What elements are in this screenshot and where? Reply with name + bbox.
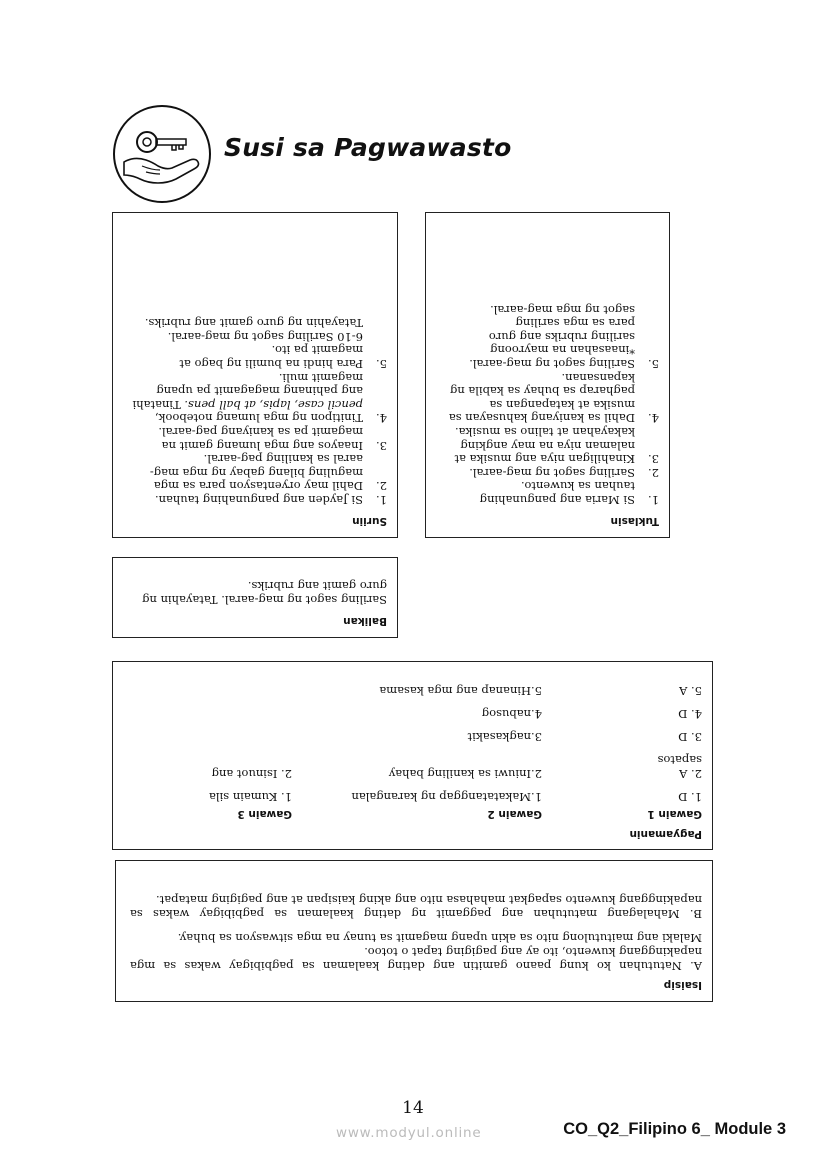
table-header-row [125, 804, 702, 820]
table-row: sapatos [657, 753, 702, 767]
tuklasin-item: 3. Kinahiligan niya ang musika at nalaman niya na may angking kakayahan at talino sa musika. [454, 425, 659, 467]
isaisip-box [115, 860, 713, 1002]
tuklasin-note: *inaasahan na mayroong sariling rubriks ang guro para sa mga sariling sagot ng mga mag-aaral. [488, 302, 635, 358]
isaisip-a2: Malaki ang maitutulong nito sa akin upang magamit sa tunay na mga sitwasyon sa buhay. [177, 931, 702, 945]
module-label: CO_Q2_Filipino 6_ Module 3 [563, 1120, 786, 1138]
balikan-text: Sariling sagot ng mag-aaral. Tatayahin ng guro gamit ang rubriks. [142, 579, 387, 607]
suriin-heading: Suriin [352, 515, 387, 527]
column-header: Gawain 2 [487, 808, 542, 820]
suriin-extra: Tatayahin ng guro gamit ang rubriks. [144, 316, 363, 331]
key-in-hand-icon [112, 104, 212, 204]
suriin-extra: 6-10 Sariling sagot ng mag-aaral. [167, 329, 363, 344]
tuklasin-item: 1. Si Maria ang pangunahing tauhan sa kuwento. [479, 479, 659, 507]
suriin-item: 2. Dahil may oryentasyon para sa mga maguling bilang gabay ng mga mag-aaral sa kaniling pag-aaral. [149, 452, 387, 494]
isaisip-heading: Isaisip [663, 979, 702, 991]
table-row: 1. D 1.Makatatanggap ng karangalan 1. Kumain sila [209, 790, 702, 804]
page-number: 14 [402, 1098, 424, 1118]
suriin-item: 3. Inaayos ang mga lumang gamit na magamit pa sa kaniyang pag-aaral. [158, 425, 387, 453]
pagyamanin-heading: Pagyamanin [629, 828, 702, 840]
suriin-item: 1. Si Jayden ang pangunahing tauhan. [154, 493, 387, 507]
tuklasin-item: 5. Sariling sagot ng mag-aaral. [469, 357, 659, 372]
tuklasin-box [425, 212, 670, 538]
table-row: 5. A 5.Hinanap ang mga kasama [379, 684, 702, 698]
isaisip-b: B. Mahalagang matutuhan ang paggamit ng dating kaalaman sa pagbibigay wakas sa napakinggang kuwento sapagkat mahahasa nito ang aking kaisipan at ang pagiging matapat. [130, 893, 702, 921]
column-header: Gawain 3 [237, 808, 292, 820]
table-row: 2. A 2.Iniuwi sa kaniling bahay 2. Isinuot ang [211, 767, 702, 781]
tuklasin-heading: Tuklasin [610, 515, 659, 527]
pagyamanin-table [125, 675, 702, 820]
column-header: Gawain 1 [647, 808, 702, 820]
suriin-item: 4. Tinitipon ng mga lumang notebook, pencil case, lapis, at ball pens. Tinatahi ang pahinang magagamit pa upang magamit muli. [132, 370, 387, 426]
tuklasin-item: 2. Sariling sagot ng mag-aaral. [469, 465, 659, 480]
tuklasin-item: 4. Dahil sa kaniyang kahusayan sa musika at katapangan sa pagharap sa buhay sa kabila ng kapansanan. [448, 370, 659, 426]
page-title: Susi sa Pagwawasto [224, 133, 512, 162]
watermark: www.modyul.online [336, 1125, 482, 1141]
table-row: 3. D 3.nagkasakit [467, 730, 702, 744]
suriin-box [112, 212, 398, 538]
balikan-heading: Balikan [343, 615, 387, 627]
pagyamanin-box [112, 661, 713, 850]
balikan-box [112, 557, 398, 638]
table-row: 4. D 4.nabusog [481, 707, 702, 721]
isaisip-a: A. Natutuhan ko kung paano gamitin ang dating kaalaman sa pagbibigay wakas sa mga napakinggang kuwento, ito ay ang pagiging tapat o totoo. [130, 945, 702, 973]
suriin-item: 5. Para hindi na bumili ng bago at magamit pa ito. [179, 343, 387, 372]
